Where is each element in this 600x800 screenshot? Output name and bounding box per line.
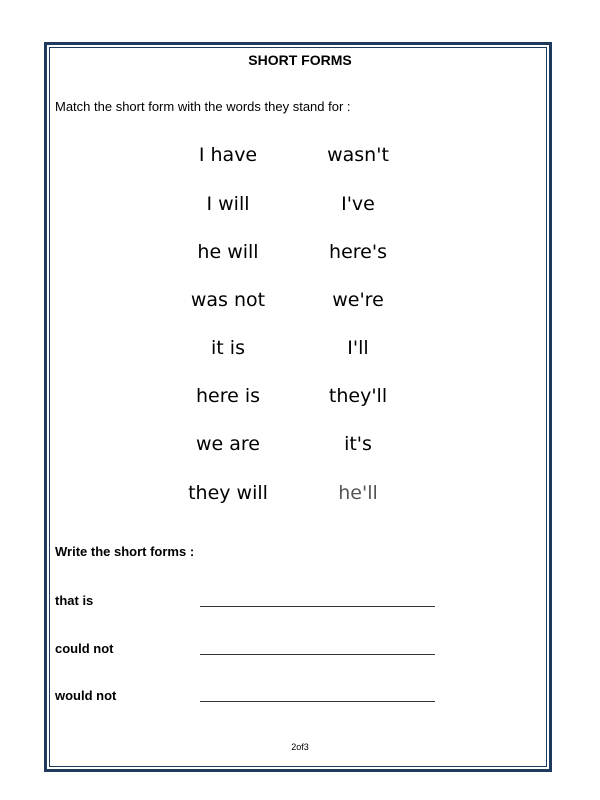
match-row [0,193,600,221]
write-item-label: would not [55,688,117,703]
match-left-word: we are [196,433,260,455]
match-row [0,433,600,461]
match-left-word: they will [188,482,268,504]
match-right-word: it's [344,433,372,455]
match-right-word: I've [341,193,375,215]
answer-line[interactable] [200,654,435,655]
match-right-word: they'll [328,385,388,407]
write-item-label: could not [55,641,114,656]
page-title: SHORT FORMS [248,52,352,68]
match-row [0,337,600,365]
match-left-word: was not [190,289,266,311]
match-row [0,482,600,510]
match-right-word: he'll [338,482,378,504]
write-section-heading: Write the short forms : [55,544,195,559]
write-item [0,593,600,613]
match-row [0,241,600,269]
match-left-word: here is [195,385,261,407]
answer-line[interactable] [200,606,435,607]
match-left-word: I have [198,144,258,166]
match-row [0,289,600,317]
match-left-word: he will [197,241,259,263]
match-row [0,144,600,172]
write-item [0,688,600,708]
write-item [0,641,600,661]
write-item-label: that is [55,593,94,608]
answer-line[interactable] [200,701,435,702]
match-left-word: it is [211,337,245,359]
match-right-word: we're [332,289,384,311]
match-right-word: wasn't [327,144,389,166]
match-row [0,385,600,413]
page-number: 2of3 [291,742,309,752]
match-right-word: here's [329,241,387,263]
match-right-word: I'll [347,337,369,359]
match-left-word: I will [206,193,250,215]
match-instruction: Match the short form with the words they stand for : [55,99,351,114]
